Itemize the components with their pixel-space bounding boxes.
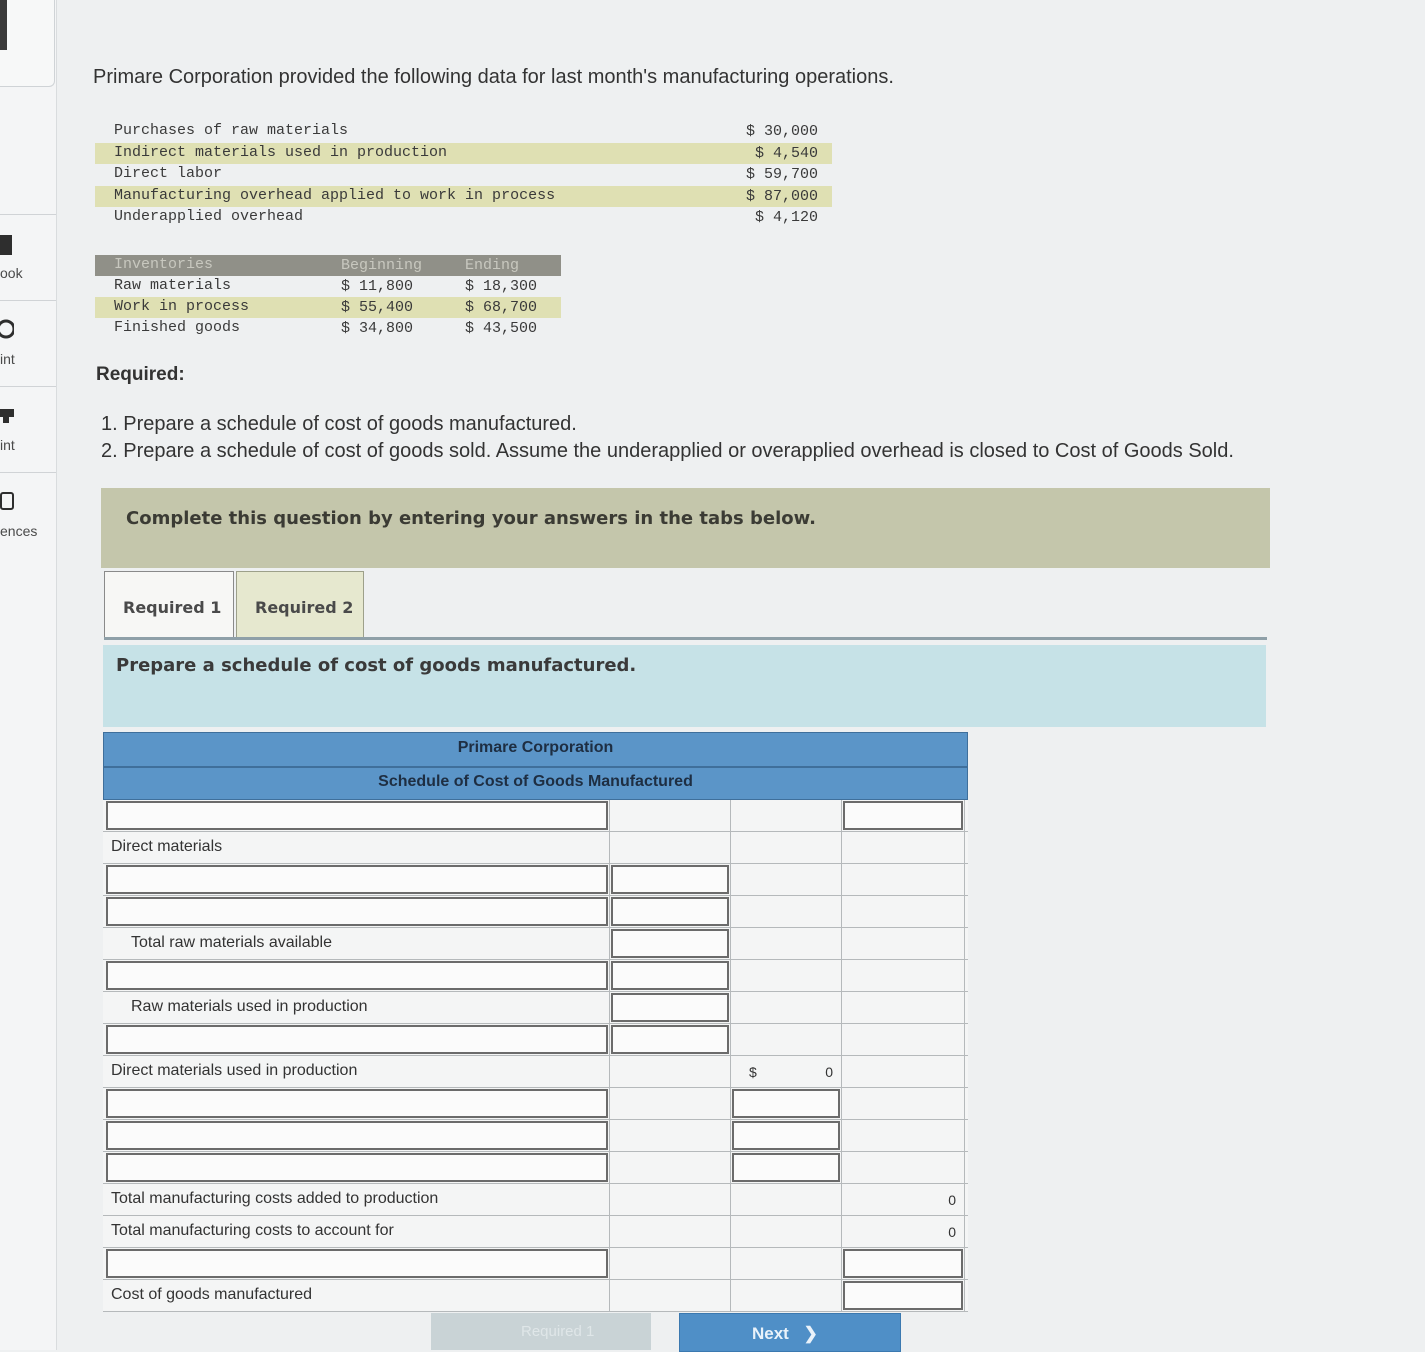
inventory-name: Work in process [114,298,250,315]
inventory-name: Finished goods [114,319,241,336]
inventory-ending: $ 43,500 [465,320,538,337]
data-label: Indirect materials used in production [114,144,448,161]
inventory-beginning: $ 11,800 [341,278,414,295]
tab-required-1[interactable] [104,571,234,638]
table-row [103,928,968,960]
column-header: Ending [465,257,520,274]
table-row [103,1152,968,1184]
table-row [103,1088,968,1120]
data-label: Direct labor [114,165,223,182]
sidebar-item-ebook[interactable] [0,214,56,299]
tab-instruction: Prepare a schedule of cost of goods manufactured. [116,655,637,676]
table-row [95,276,561,297]
sidebar-top-accent [0,0,7,50]
data-value: $ 4,540 [754,145,818,162]
tab-divider [104,637,1267,640]
label-input[interactable] [106,1249,608,1278]
label-input[interactable] [106,801,608,830]
inventory-name: Raw materials [114,277,232,294]
total-account-value: 0 [948,1224,956,1240]
dm-used-value: 0 [825,1064,833,1080]
table-row [103,800,968,832]
tab-required-2[interactable] [236,571,364,639]
table-row [103,1024,968,1056]
amount-input[interactable] [611,993,729,1022]
left-sidebar [0,0,57,1350]
table-row [103,1056,968,1088]
label-input[interactable] [106,897,608,926]
row-label: Total manufacturing costs to account for [111,1222,394,1239]
tab-label: Required 2 [255,598,354,617]
amount-input[interactable] [843,801,963,830]
row-label: Total raw materials available [131,934,332,951]
chevron-right-icon: ❯ [803,1324,818,1343]
total-added-value: 0 [948,1192,956,1208]
instructions-banner [101,488,1270,568]
sidebar-item-label: int [0,351,15,367]
label-input[interactable] [106,1025,608,1054]
data-label: Purchases of raw materials [114,122,349,139]
question-intro: Primare Corporation provided the following data for last month's manufacturing operations. [93,66,894,88]
required-item-2: 2. Prepare a schedule of cost of goods sold. Assume the underapplied or overapplied overhead is closed to Cost of Goods Sold. [101,440,1234,462]
table-row [103,832,968,864]
table-header [95,255,561,276]
data-row [95,186,832,207]
next-button-label [752,1324,818,1344]
table-row [103,1184,968,1216]
inventory-ending: $ 68,700 [465,299,538,316]
amount-input[interactable] [732,1153,840,1182]
amount-input[interactable] [611,929,729,958]
column-header: Beginning [341,257,423,274]
table-row [103,992,968,1024]
data-value: $ 87,000 [745,188,818,205]
required-heading: Required: [96,364,185,385]
table-row [103,1248,968,1280]
inventory-beginning: $ 55,400 [341,299,414,316]
data-value: $ 59,700 [745,166,818,183]
data-label: Underapplied overhead [114,208,304,225]
row-label: Cost of goods manufactured [111,1286,313,1303]
schedule-table [103,732,968,1312]
amount-input[interactable] [611,865,729,894]
required-item-1: 1. Prepare a schedule of cost of goods manufactured. [101,413,577,435]
row-label: Direct materials used in production [111,1062,358,1079]
table-row [103,1216,968,1248]
amount-input[interactable] [732,1089,840,1118]
tab-label: Required 1 [123,598,222,617]
banner-text: Complete this question by entering your answers in the tabs below. [126,508,816,529]
prev-button-label: Required 1 [521,1323,595,1340]
data-row [95,164,832,185]
sidebar-top-card[interactable] [0,0,55,87]
next-button[interactable] [679,1313,901,1352]
table-row [103,1120,968,1152]
references-icon [0,491,14,511]
data-row [95,143,832,164]
table-row [103,896,968,928]
row-label: Direct materials [111,838,223,855]
label-input[interactable] [106,1089,608,1118]
amount-input[interactable] [843,1249,963,1278]
row-label: Raw materials used in production [131,998,368,1015]
amount-input[interactable] [843,1281,963,1310]
amount-input[interactable] [611,1025,729,1054]
schedule-subtitle: Schedule of Cost of Goods Manufactured [103,767,968,800]
data-row [95,207,832,228]
label-input[interactable] [106,961,608,990]
dollar-sign: $ [749,1064,757,1080]
label-input[interactable] [106,1153,608,1182]
amount-input[interactable] [732,1121,840,1150]
inventory-beginning: $ 34,800 [341,320,414,337]
label-input[interactable] [106,865,608,894]
row-label: Total manufacturing costs added to production [111,1190,439,1207]
schedule-title: Primare Corporation [103,732,968,767]
amount-input[interactable] [611,961,729,990]
data-value: $ 4,120 [754,209,818,226]
column-header: Inventories [114,256,214,273]
book-icon [0,235,14,255]
sidebar-item-references[interactable] [0,472,56,557]
sidebar-item-label: ook [0,265,23,281]
amount-input[interactable] [611,897,729,926]
sidebar-item-label: int [0,437,15,453]
inventory-ending: $ 18,300 [465,278,538,295]
data-label: Manufacturing overhead applied to work in process [114,187,556,204]
sidebar-item-print[interactable] [0,300,56,385]
data-value: $ 30,000 [745,123,818,140]
label-input[interactable] [106,1121,608,1150]
tab-instruction-panel [103,645,1266,727]
print-icon [0,319,14,339]
sidebar-item-label: ences [0,523,38,539]
prev-button[interactable] [431,1313,651,1350]
table-row [95,318,561,339]
table-row [95,297,561,318]
table-row [103,960,968,992]
data-row [95,121,832,142]
sidebar-item-print-2[interactable] [0,386,56,471]
table-row [103,1280,968,1312]
print-icon [0,405,14,425]
table-row [103,864,968,896]
next-label-text: Next [752,1324,789,1343]
